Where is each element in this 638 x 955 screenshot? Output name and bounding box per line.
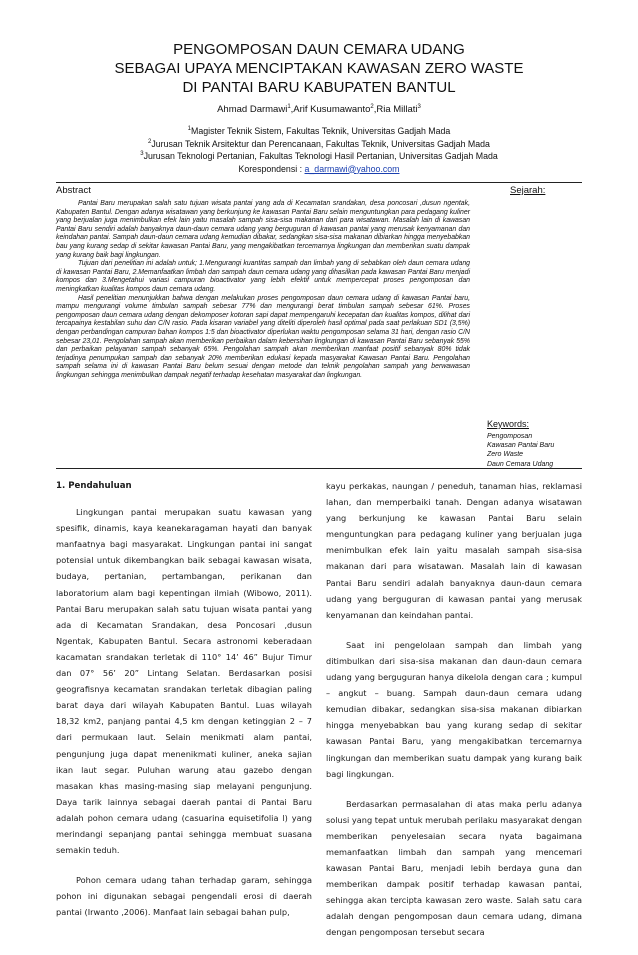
abstract-paragraph-2: Tujuan dari penelitian ini adalah untuk; 1.Mengurangi kuantitas sampah dan limbah yang di sebabkan oleh daun cemara udang di kawasan Pantai Baru, 2.Memanfaatkan limbah dan sampah daun cemara udang yang dihasilkan pada kawasan Pantai Baru menjadi kompos dan 3.Mengetahui variasi campuran bioactivator yang lebih efektif untuk mempercepat proses pengomposan dan meningkatkan kualitas kompos daun cemara udang. — [56, 260, 470, 293]
affiliation-2-text: Jurusan Teknik Arsitektur dan Perencanaan, Fakultas Teknik, Universitas Gadjah Mada — [151, 138, 490, 149]
abstract-body — [56, 200, 470, 380]
affiliation-3-text: Jurusan Teknologi Pertanian, Fakultas Teknologi Hasil Pertanian, Universitas Gadjah Mada — [143, 151, 498, 161]
title-line-2: SEBAGAI UPAYA MENCIPTAKAN KAWASAN ZERO WASTE — [114, 60, 524, 77]
title-line-1: PENGOMPOSAN DAUN CEMARA UDANG — [173, 41, 465, 58]
correspondence — [0, 163, 638, 176]
keyword-1: Pengomposan — [487, 433, 533, 440]
keyword-2: Kawasan Pantai Baru — [487, 442, 555, 450]
affiliation-3-mark: 3 — [140, 151, 144, 158]
divider-bottom — [56, 468, 582, 469]
author-1: Ahmad Darmawi — [217, 104, 288, 115]
affiliations — [0, 125, 638, 175]
body-paragraph: Berdasarkan permasalahan di atas maka perlu adanya solusi yang tepat untuk merubah perilaku masyarakat dengan memberikan penyelesaian secara nyata bagaimana memanfaatkan limbah dan sampah yang mencemari kawasan Pantai Baru, menjadi lebih berdaya guna dan memberikan dampak positif terhadap kawasan pantai, sehingga akan tercipta kawasan zero waste. Salah satu cara adalah dengan pengomposan daun cemara udang, dimana dengan pengomposan tersebut secara — [326, 798, 582, 938]
affiliation-1-mark: 1 — [187, 126, 192, 133]
author-1-mark: 1 — [287, 103, 291, 110]
abstract-paragraph-1: Pantai Baru merupakan salah satu tujuan wisata pantai yang ada di Kecamatan srandakan, desa poncosari ,dusun ngentak, Kabupaten Bantul. Dengan adanya wisatawan yang berkunjung ke kawasan Pantai Baru selain menguntungkan para pedagang kuliner yang berjualan juga menimbulkan efek lain yaitu masalah sampah sisa-sisa makanan dari para wisatawan. Masalah lain di kawasan Pantai Baru sendiri adalah banyaknya daun-daun cemara udang yang berguguran di kawasan pantai yang merusak kenyamanan dan keindahan pantai. Sampah daun-daun cemara udang kemudian dibakar, sedangkan sisa-sisa makanan dibiarkan hingga menyebabkan bau yang kurang sedap di sekitar kawasan Pantai Baru, yang mengakibatkan tercemarnya lingkungan dan memberikan suatu dampak yang kurang baik bagi lingkungan. — [56, 200, 470, 259]
abstract-paragraph-3: Hasil penelitian menunjukkan bahwa dengan melakukan proses pengomposan daun cemara udang di kawasan Pantai baru, mampu mengurangi volume timbulan sampah sebesar 77% dan mengurangi berat timbulan sampah sebesar 61%. Proses pengomposan daun cemara udang dengan dekomposer kotoran sapi dapat mempengaruhi kecepatan dan kualitas kompos, dilihat dari tercapainya kestabilan suhu dan C/N rasio. Pada kisaran variabel yang diteliti diperoleh hasil optimal pada saat perlakuan SD1 (3,5%) dengan perbandingan campuran bahan kompos 1:5 dan bioactivator diperlukan waktu pengomposan selama 31 hari, dengan rasio C/N sebesar 23,01. Pengolahan sampah akan memberikan perbaikan dalam kebersihan lingkungan di kawasan Pantai Baru sebanyak 55% dan perbaikan pelayanan sampah sebanyak 65%. Pengolahan sampah akan memberikan manfaat positif sebanyak 80% tidak terjadinya penumpukan sampah dan sebanyak 20% memberikan edukasi kepada masyarakat Kawasan Pantai Baru. Pengolahan sampah selama ini di kawasan Pantai Baru belum sesuai dengan metode dan teknik pengolahan sampah yang berwawasan lingkungan sehingga menimbulkan dampak negatif terhadap kesehatan masyarakat dan lingkungan. — [56, 294, 470, 379]
title-line-3: DI PANTAI BARU KABUPATEN BANTUL — [182, 79, 456, 96]
body-paragraph: kayu perkakas, naungan / peneduh, tanaman hias, reklamasi lahan, dan memperbaiki tanah. Dengan adanya wisatawan yang berkunjung ke kawasan Pantai Baru selain menguntungkan para pedagang kuliner yang berjualan juga menimbulkan efek lain yaitu masalah sampah sisa-sisa makanan dari para wisatawan. Masalah lain di kawasan Pantai Baru sendiri adalah banyaknya daun-daun cemara udang yang berguguran di kawasan pantai yang merusak kenyamanan dan keindahan pantai. — [326, 481, 582, 620]
paper-title — [0, 40, 638, 97]
keyword-3: Zero Waste — [487, 451, 524, 459]
keyword-4: Daun Cemara Udang — [487, 460, 554, 468]
affiliation-2 — [0, 138, 638, 151]
affiliation-1 — [0, 125, 638, 138]
affiliation-3 — [0, 150, 638, 163]
body-right-column — [326, 478, 582, 955]
body-paragraph: Pohon cemara udang tahan terhadap garam, sehingga pohon ini digunakan sebagai pengendali erosi di daerah pantai (Irwanto ,2006). Manfaat lain sebagai bahan pulp, — [56, 875, 312, 918]
author-2: ,Arif Kusumawanto — [290, 104, 371, 115]
author-list — [0, 104, 638, 115]
keywords-list — [487, 432, 554, 469]
correspondence-label: Korespondensi : — [238, 163, 305, 174]
divider-top — [56, 182, 582, 183]
affiliation-2-mark: 2 — [148, 138, 152, 145]
author-3: ,Ria Millati — [373, 104, 418, 115]
section-heading-pendahuluan: 1. Pendahuluan — [56, 481, 132, 491]
body-paragraph: Lingkungan pantai merupakan suatu kawasan yang spesifik, dinamis, kaya keanekaragaman hayati dan banyak manfaatnya bagi masyarakat. Lingkungan pantai ini sangat potensial untuk dikembangkan baik sebagai kawasan wisata, budaya, pertanian, pertambangan, perikanan dan laboratorium alam bagi kepentingan ilmiah (Wibowo, 2011). Pantai Baru merupakan salah satu tujuan wisata pantai yang ada di Kecamatan Srandakan, desa Poncosari ,dusun Ngentak, Kabupaten Bantul. Secara astronomi keberadaan kacamatan srandakan terletak di 110° 14’ 46” Bujur Timur dan 07° 56’ 20” Lintang Selatan. Berdasarkan posisi geografisnya kecamatan srandakan terletak dibagian paling barat daya dari wilayah Kabupaten Bantul. Luas wilayah 18,32 km2, panjang pantai 4,5 km dengan ketinggian 2 – 7 dari permukaan laut. Selain menikmati alam pantai, pengunjung juga dapat menenikmati kuliner, aneka sajian ikan laut segar. Puluhan warung atau gazebo dengan masakan khas masing-masing siap melayani pengunjung. Daya tarik lainnya sebagai daerah pantai di Pantai Baru adalah pohon cemara udang (casuarina equisetifolia l) yang merindangi sepanjang pantai sehingga membuat suasana semakin teduh. — [56, 507, 312, 856]
abstract-heading: Abstract — [56, 185, 91, 196]
keywords-heading: Keywords: — [487, 419, 530, 429]
author-3-mark: 3 — [417, 103, 421, 110]
sejarah-heading: Sejarah: — [510, 185, 546, 196]
email-link[interactable]: a_darmawi@yahoo.com — [304, 163, 400, 174]
body-paragraph: Saat ini pengelolaan sampah dan limbah yang ditimbulkan dari sisa-sisa makanan dan daun-daun cemara udang yang berguguran hanya dikelola dengan cara ; kumpul – angkut – buang. Sampah daun-daun cemara udang kemudian dibakar, sedangkan sisa-sisa makanan dibiarkan hingga menyebabkan bau yang kurang sedap di sekitar kawasan Pantai Baru, yang mengakibatkan tercemarnya lingkungan dan memberikan suatu dampak yang kurang baik bagi lingkungan. — [326, 639, 582, 779]
body-left-column — [56, 478, 312, 934]
affiliation-1-text: Magister Teknik Sistem, Fakultas Teknik, Universitas Gadjah Mada — [191, 126, 451, 136]
author-2-mark: 2 — [370, 103, 374, 110]
